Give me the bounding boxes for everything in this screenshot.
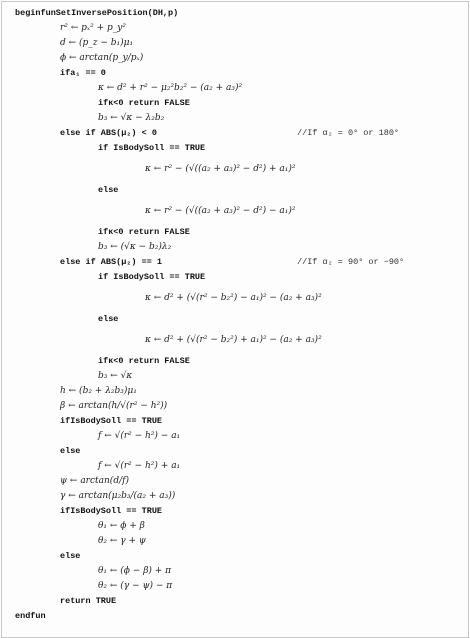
line: ifκ<0 return FALSE — [98, 227, 190, 237]
line: d ← (p_z − b₁)μ₁ — [60, 38, 134, 48]
line: ifIsBodySoll == TRUE — [60, 416, 163, 426]
line: else — [60, 551, 81, 561]
line: κ ← d² + (√(r² − b₂²) − a₁)² − (a₂ + a₃)² — [145, 293, 322, 303]
line: β ← arctan(h/√(r² − h²)) — [60, 401, 168, 411]
line: beginfunSetInversePosition(DH,p) — [15, 8, 179, 18]
line: return TRUE — [60, 596, 117, 606]
line: ifκ<0 return FALSE — [98, 356, 190, 366]
line: b₃ ← √κ − λ₂b₂ — [98, 113, 165, 123]
comment: //If α₂ = 0° or 180° — [297, 128, 400, 138]
line: ifa₁ == 0 — [60, 68, 106, 78]
line: b₃ ← (√κ − b₂)λ₂ — [98, 242, 172, 252]
line: θ₂ ← γ + ψ — [98, 536, 146, 546]
line: if IsBodySoll == TRUE — [98, 143, 206, 153]
line: else if ABS(μ₂) == 1 — [60, 257, 163, 267]
line: κ ← d² + r² − μ₂²b₂² − (a₂ + a₃)² — [98, 83, 243, 93]
line: if IsBodySoll == TRUE — [98, 272, 206, 282]
line: else — [60, 446, 81, 456]
line: κ ← d² + (√(r² − b₂²) + a₁)² − (a₂ + a₃)² — [145, 335, 322, 345]
comment: //If α₂ = 90° or −90° — [297, 257, 405, 267]
line: endfun — [15, 611, 46, 621]
line: f ← √(r² − h²) + a₁ — [98, 461, 181, 471]
line: b₃ ← √κ — [98, 371, 133, 381]
line: θ₂ ← (γ − ψ) − π — [98, 581, 173, 591]
line: ψ ← arctan(d/f) — [60, 476, 129, 486]
line: h ← (b₂ + λ₂b₃)μ₁ — [60, 386, 137, 396]
line: else — [98, 185, 119, 195]
line: else if ABS(μ₂) < 0 — [60, 128, 157, 138]
line: ϕ ← arctan(p_y/pₓ) — [60, 53, 144, 63]
line: ifIsBodySoll == TRUE — [60, 506, 163, 516]
line: κ ← r² − (√((a₂ + a₃)² − d²) − a₁)² — [145, 206, 296, 216]
algorithm-box — [1, 1, 469, 638]
line: γ ← arctan(μ₂b₃/(a₂ + a₃)) — [60, 491, 176, 501]
line: ifκ<0 return FALSE — [98, 98, 190, 108]
line: θ₁ ← ϕ + β — [98, 521, 145, 531]
line: f ← √(r² − h²) − a₁ — [98, 431, 181, 441]
line: r² ← pₓ² + p_y² — [60, 23, 126, 33]
line: else — [98, 314, 119, 324]
line: θ₁ ← (ϕ − β) + π — [98, 566, 172, 576]
line: κ ← r² − (√((a₂ + a₃)² − d²) + a₁)² — [145, 164, 296, 174]
